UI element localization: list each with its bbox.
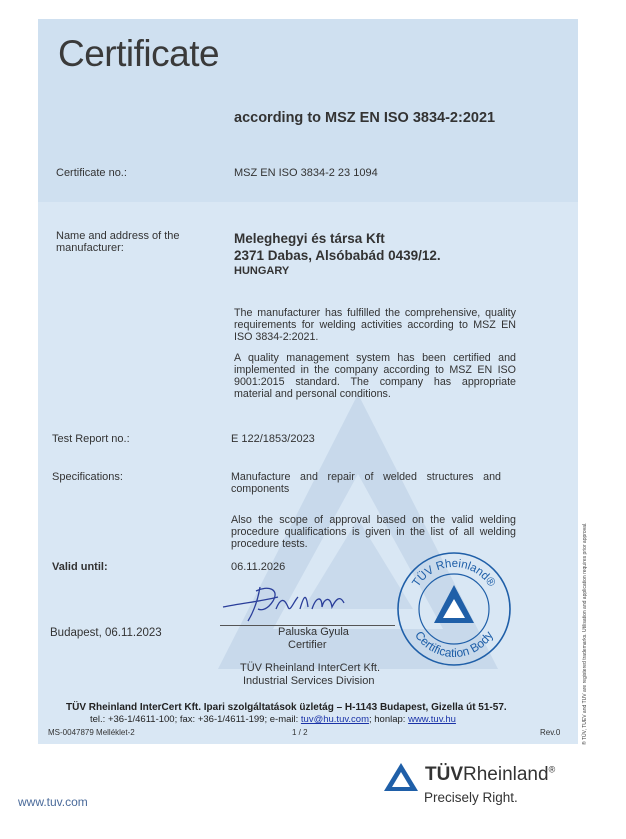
qms-paragraph: A quality management system has been certified and implemented in the company according to MSZ EN ISO 9001:2015 standard. The company has appropriate material and personal conditions.	[234, 352, 516, 400]
brand-name-bold: TÜV	[425, 764, 463, 785]
org-line-1: TÜV Rheinland InterCert Kft.	[240, 662, 381, 674]
brand-url-link[interactable]: www.tuv.com	[18, 795, 88, 809]
footer-contact-line	[90, 714, 456, 725]
footer-doc-code: MS-0047879 Melléklet-2	[48, 728, 135, 737]
footer-page: 1 / 2	[292, 728, 308, 737]
stamp-bottom-text: Certification Body	[412, 628, 496, 661]
manufacturer-address: 2371 Dabas, Alsóbabád 0439/12.	[234, 248, 441, 263]
test-report-value: E 122/1853/2023	[231, 433, 315, 445]
requirements-paragraph: The manufacturer has fulfilled the comprehensive, quality requirements for welding activities according to MSZ EN ISO 3834-2:2021.	[234, 307, 516, 343]
footer-website-link[interactable]: www.tuv.hu	[408, 714, 456, 725]
valid-until-value: 06.11.2026	[231, 561, 286, 573]
signer-name: Paluska Gyula	[278, 626, 349, 638]
signature	[218, 579, 358, 624]
brand-reg-mark: ®	[548, 764, 556, 775]
standard-line: according to MSZ EN ISO 3834-2:2021	[234, 110, 496, 126]
certificate-sheet	[38, 19, 578, 744]
certificate-no-value: MSZ EN ISO 3834-2 23 1094	[234, 167, 378, 179]
footer-email-link[interactable]: tuv@hu.tuv.com	[300, 714, 369, 725]
trademark-note: ® TÜV, TUEV and TUV are registered trademarks. Utilisation and application requires prior approval.	[582, 522, 588, 745]
test-report-label: Test Report no.:	[52, 433, 130, 445]
manufacturer-country: HUNGARY	[234, 265, 290, 277]
specifications-label: Specifications:	[52, 471, 123, 483]
tuv-stamp-icon	[394, 549, 514, 669]
scope-paragraph: Also the scope of approval based on the valid welding procedure qualifications is given in the list of all welding procedure tests.	[231, 514, 516, 550]
stamp-top-text: TÜV Rheinland®	[410, 557, 498, 590]
manufacturer-label-1: Name and address of the	[56, 230, 180, 242]
footer-company-line: TÜV Rheinland InterCert Kft. Ipari szolgáltatások üzletág – H-1143 Budapest, Gizella út 51-57.	[66, 702, 507, 713]
place-date: Budapest, 06.11.2023	[50, 627, 162, 639]
certificate-no-label: Certificate no.:	[56, 167, 127, 179]
footer-homepage-label: ; honlap:	[368, 714, 409, 725]
manufacturer-label-2: manufacturer:	[56, 242, 124, 254]
signer-role: Certifier	[288, 639, 327, 651]
specifications-value: Manufacture and repair of welded structures and components	[231, 471, 501, 495]
tuv-logo-icon	[383, 762, 419, 792]
certificate-title: Certificate	[58, 33, 220, 74]
footer-rev: Rev.0	[540, 728, 561, 737]
valid-until-label: Valid until:	[52, 561, 108, 573]
brand-name	[425, 764, 555, 786]
brand-slogan: Precisely Right.	[424, 790, 518, 805]
brand-name-rest: Rheinland	[463, 764, 549, 785]
footer-contact-prefix: tel.: +36-1/4611-100; fax: +36-1/4611-199; e-mail:	[90, 714, 301, 725]
org-line-2: Industrial Services Division	[243, 675, 375, 687]
manufacturer-name: Meleghegyi és társa Kft	[234, 231, 385, 246]
